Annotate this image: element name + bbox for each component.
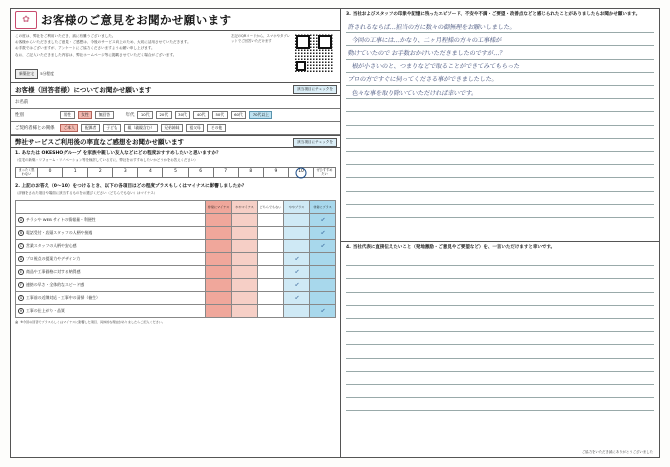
matrix-cell[interactable] [284,305,310,318]
q1-scale-1[interactable]: 1 [63,168,88,177]
matrix-row-badge: H [19,309,23,314]
answer-line[interactable] [346,139,654,152]
matrix-cell[interactable] [310,266,336,279]
intro-line-1: この度は、弊社をご利用いただき、誠に有難うございました。 [15,34,116,38]
matrix-row-label [16,214,206,227]
matrix-cell[interactable] [284,253,310,266]
q2-footnote-text: ※今回の回答でプラスもしくはマイナスに影響した項目、具体的な理由がありましたらご記入ください。 [20,320,165,325]
q2-number: 2. [15,184,20,190]
answer-line[interactable] [346,372,654,385]
row-name-label: お名前 [15,100,29,105]
matrix-row-badge: G [19,296,23,301]
service-section-title: 弊社サービスご利用後の率直なご感想をお聞かせ願います [15,138,184,146]
form-number [15,69,54,79]
matrix-row-badge: A [19,218,23,223]
matrix-cell[interactable] [284,266,310,279]
matrix-row-text: 営業スタッフの人柄や安心感 [26,243,77,249]
service-section-header [11,135,340,148]
answer-line[interactable] [346,398,654,411]
relationship-option-grandparent[interactable]: 祖父母 [186,124,204,132]
checkmark-icon: ✓ [319,229,326,237]
intro-line-4: なお、ご記入いただきました内容は、弊社ホームページ等に掲載させていただく場合がございます。 [15,52,177,57]
qr-caption: 左記のQRコードから、スマホやタブレットでご回答いただけます [231,34,291,43]
answer-line[interactable] [346,99,654,112]
matrix-col-somewhat-positive: ややプラス [284,201,310,214]
matrix-cell[interactable] [232,240,258,253]
matrix-row [16,253,336,266]
page-header [11,9,340,31]
matrix-row-badge: B [19,231,23,236]
age-option-70s-plus[interactable]: 70代以上 [249,111,272,119]
matrix-cell[interactable] [258,266,284,279]
handwritten-line: 許されるならば…担当の方に数々の御無理をお願いしました。 [347,23,516,31]
matrix-header-row [16,201,336,214]
matrix-row [16,292,336,305]
answer-line[interactable] [346,306,654,319]
matrix-cell[interactable] [284,214,310,227]
matrix-cell[interactable] [232,279,258,292]
answer-line[interactable] [346,253,654,266]
gender-option-female[interactable]: 女性 [78,111,93,119]
age-option-50s[interactable]: 50代 [212,111,228,119]
gender-option-noanswer[interactable]: 無回答 [95,111,113,119]
q1-scale-8[interactable]: 8 [239,168,264,177]
footnote-star-icon: ※ [15,320,19,326]
q1-title [15,151,336,157]
answer-line[interactable] [346,205,654,218]
handwritten-line: プロの方ですぐに伺ってくださる事ができましたした。 [347,76,498,84]
matrix-cell[interactable] [232,214,258,227]
matrix-col-somewhat-negative: ややマイナス [232,201,258,214]
answer-line[interactable] [346,319,654,332]
matrix-cell[interactable] [258,240,284,253]
thanks-footer: ご協力をいただき誠にありがとうございました [581,450,653,454]
answer-line[interactable] [346,345,654,358]
q1-scale-9[interactable]: 9 [264,168,289,177]
q4-answer-area[interactable] [346,253,654,411]
matrix-body [16,214,336,318]
q1-scale-10[interactable]: 10 [289,168,313,177]
age-option-40s[interactable]: 40代 [193,111,209,119]
matrix-row-label [16,266,206,279]
q1-text: あなたは OKESHOグループ を家族や親しい友人などにどの程度おすすめしたいと思いますか？ [21,151,221,156]
row-age-label: 年代 [125,112,135,118]
matrix-row [16,305,336,318]
q1-scale [15,167,336,178]
customer-check-note: 該当項目にチェックを [293,85,337,94]
q1-scale-5[interactable]: 5 [163,168,188,177]
checkmark-icon: ✓ [319,242,326,250]
gender-option-male[interactable]: 男性 [60,111,75,119]
answer-line[interactable] [346,266,654,279]
q2-title [15,184,336,190]
intro-line-2: お客様からいただきましたご意見・ご感想は、今後のサービス向上のため、大切に活用させていただきます。 [15,40,191,45]
q3-block [341,9,659,241]
right-column [341,9,659,457]
q1-sub: （住宅の新築・リフォーム・リノベーション等を検討している方に、弊社をおすすめしたいかどうかをお答えください） [15,158,198,163]
matrix-cell[interactable] [232,253,258,266]
q1-scale-2[interactable]: 2 [88,168,113,177]
q2-sub: （評価をされた項目や場面に該当するものをお選びください（どちらでもない）はマイナス） [15,191,158,196]
q3-text: 当社およびスタッフの印象や記憶に残ったエピソード、不安や不満・ご要望・改善点などと感じられたことがありましたらお聞かせ願います。 [352,12,641,17]
q2-footnote [15,320,336,325]
answer-line[interactable] [346,332,654,345]
q1-scale-3[interactable]: 3 [113,168,138,177]
okesho-logo [15,11,37,29]
matrix-cell[interactable] [258,305,284,318]
q1-scale-0[interactable]: 0 [38,168,63,177]
matrix-row-text: 電話受付・店頭スタッフの人柄や接遇 [26,230,93,236]
q3-title [346,12,654,18]
matrix-cell[interactable] [310,227,336,240]
age-option-30s[interactable]: 30代 [175,111,191,119]
answer-line[interactable] [346,126,654,139]
matrix-row-text: 工事前の近隣対応・工事中の清掃（養生） [26,295,100,301]
answer-line[interactable] [346,152,654,165]
matrix-row [16,240,336,253]
relationship-options [57,123,340,133]
q3-number: 3. [346,12,351,17]
page-title: お客様のご意見をお聞かせ願います [41,12,232,27]
matrix-cell[interactable] [206,279,232,292]
checkmark-icon: ✓ [293,281,300,289]
matrix-col-very-positive: 非常にプラス [310,201,336,214]
checkmark-icon: ✓ [293,268,300,276]
row-gender-age [11,109,340,122]
matrix-row-label [16,240,206,253]
matrix-cell[interactable] [284,240,310,253]
q2-block [11,181,340,200]
matrix-cell[interactable] [284,279,310,292]
matrix-row [16,279,336,292]
matrix-cell[interactable] [206,266,232,279]
matrix-row-label [16,253,206,266]
matrix-header-blank [16,201,206,214]
matrix-row-label [16,305,206,318]
handwritten-line: 根が小さいのと、つまりなどで取ることができてみてもらった [351,63,520,71]
relationship-option-child[interactable]: 子ども [103,124,121,132]
matrix-row-text: 工事の仕上がり・品質 [26,308,65,314]
answer-line[interactable] [346,293,654,306]
matrix-row [16,227,336,240]
matrix-cell[interactable] [232,292,258,305]
checkmark-icon: ✓ [293,255,300,263]
relationship-option-other[interactable]: その他 [207,124,225,132]
matrix-row-label [16,292,206,305]
matrix-cell[interactable] [258,227,284,240]
survey-sheet [10,8,660,458]
row-gender-label: 性別 [15,113,24,118]
customer-section-title: お客様（回答者様）についてお聞かせ願います [15,85,152,94]
matrix-cell[interactable] [310,253,336,266]
q4-title [346,245,654,251]
matrix-cell[interactable] [310,279,336,292]
answer-line[interactable] [346,178,654,191]
left-column [11,9,341,457]
matrix-cell[interactable] [258,279,284,292]
matrix-cell[interactable] [206,253,232,266]
matrix-row-text: 商品や工事価格に対する納得感 [26,269,81,275]
checkmark-icon: ✓ [319,307,326,315]
matrix-row-badge: D [19,257,23,262]
form-number-label: 新築住宅 [15,69,38,79]
q1-scale-6[interactable]: 6 [189,168,214,177]
q2-text: 上記のお答え（0〜10）をつけるとき、以下の各項目はどの程度プラスもしくはマイナスに影響しましたか？ [21,184,247,190]
logo-mark: ✿ [22,14,30,25]
answer-line[interactable] [346,112,654,125]
q2-matrix [15,200,336,318]
answer-line[interactable] [346,385,654,398]
q4-text: 当社代表に直接伝えたいこと（発地激励・ご意見やご要望など）を、一言いただけますと幸いです。 [352,245,555,250]
q4-block [341,242,659,442]
age-option-10s[interactable]: 10代 [137,111,153,119]
customer-section-header [11,83,340,96]
answer-line[interactable] [346,359,654,372]
matrix-cell[interactable] [206,240,232,253]
relationship-option-sibling[interactable]: 兄弟姉妹 [161,124,183,132]
q1-scale-7[interactable]: 7 [214,168,239,177]
matrix-cell[interactable] [258,253,284,266]
q1-scale-4[interactable]: 4 [138,168,163,177]
row-relationship-label: ご契約者様との関係 [15,126,55,131]
matrix-row-text: プロ視点の提案力やデザイン力 [26,256,81,262]
matrix-row-text: チラシや WEB サイトの情報量・利便性 [26,217,96,223]
q1-scale-cells [38,168,313,177]
matrix-cell[interactable] [310,214,336,227]
q1-number: 1. [15,151,20,156]
matrix-cell[interactable] [310,240,336,253]
matrix-cell[interactable] [232,227,258,240]
matrix-row-text: 連絡の早さ・全体的なスピード感 [26,282,85,288]
gender-options [57,110,340,120]
relationship-option-self[interactable]: ご本人 [60,124,78,132]
matrix-row-label [16,279,206,292]
q1-block [11,148,340,167]
answer-line[interactable] [346,165,654,178]
matrix-cell[interactable] [284,292,310,305]
handwritten-line: 色々な事を取り除いていただければ幸いです。 [351,89,478,97]
matrix-col-very-negative: 非常にマイナス [206,201,232,214]
intro-block [11,31,340,83]
q1-scale-left-caption: まったく思わない [16,168,38,177]
q4-number: 4. [346,245,351,250]
service-check-note: 該当項目にチェックを [293,138,337,147]
matrix-row-badge: E [19,270,22,275]
qr-block [231,34,336,72]
matrix-cell[interactable] [284,227,310,240]
matrix-row-badge: C [19,244,23,249]
answer-line[interactable] [346,192,654,205]
matrix-cell[interactable] [206,292,232,305]
matrix-cell[interactable] [232,305,258,318]
matrix-col-neutral: どちらでもない [258,201,284,214]
intro-line-3: お手数ではございますが、アンケートにご協力くださいますようお願い申し上げます。 [15,46,155,51]
matrix-cell[interactable] [206,227,232,240]
row-name [11,96,340,109]
matrix-cell[interactable] [258,292,284,305]
checkmark-icon: ✓ [319,216,326,224]
row-name-input[interactable] [57,101,340,103]
answer-line[interactable] [346,279,654,292]
handwritten-line: 動けていたので お手数おかけいただきましたのですが…？ [347,49,506,57]
matrix-row-badge: F [18,282,24,288]
age-option-60s[interactable]: 60代 [231,111,247,119]
matrix-row [16,214,336,227]
matrix-cell[interactable] [310,292,336,305]
q3-answer-area[interactable] [346,20,654,218]
matrix-cell[interactable] [206,214,232,227]
matrix-cell[interactable] [258,214,284,227]
qr-code-icon[interactable] [295,34,333,72]
handwritten-line: 今回の工事には…かなり、二ヶ月程様の方々の工事様が [351,36,502,44]
matrix-cell[interactable] [232,266,258,279]
checkmark-icon: ✓ [293,294,300,302]
q1-scale-right-caption: ぜひすすめたい [313,168,335,177]
age-option-20s[interactable]: 20代 [156,111,172,119]
form-number-value: 5分程度 [40,71,54,76]
matrix-cell[interactable] [206,305,232,318]
relationship-option-spouse[interactable]: 配偶者 [81,124,99,132]
matrix-row-label [16,227,206,240]
row-relationship [11,122,340,135]
matrix-cell[interactable] [310,305,336,318]
matrix-row [16,266,336,279]
relationship-option-parent[interactable]: 親（義親含む） [124,124,158,132]
